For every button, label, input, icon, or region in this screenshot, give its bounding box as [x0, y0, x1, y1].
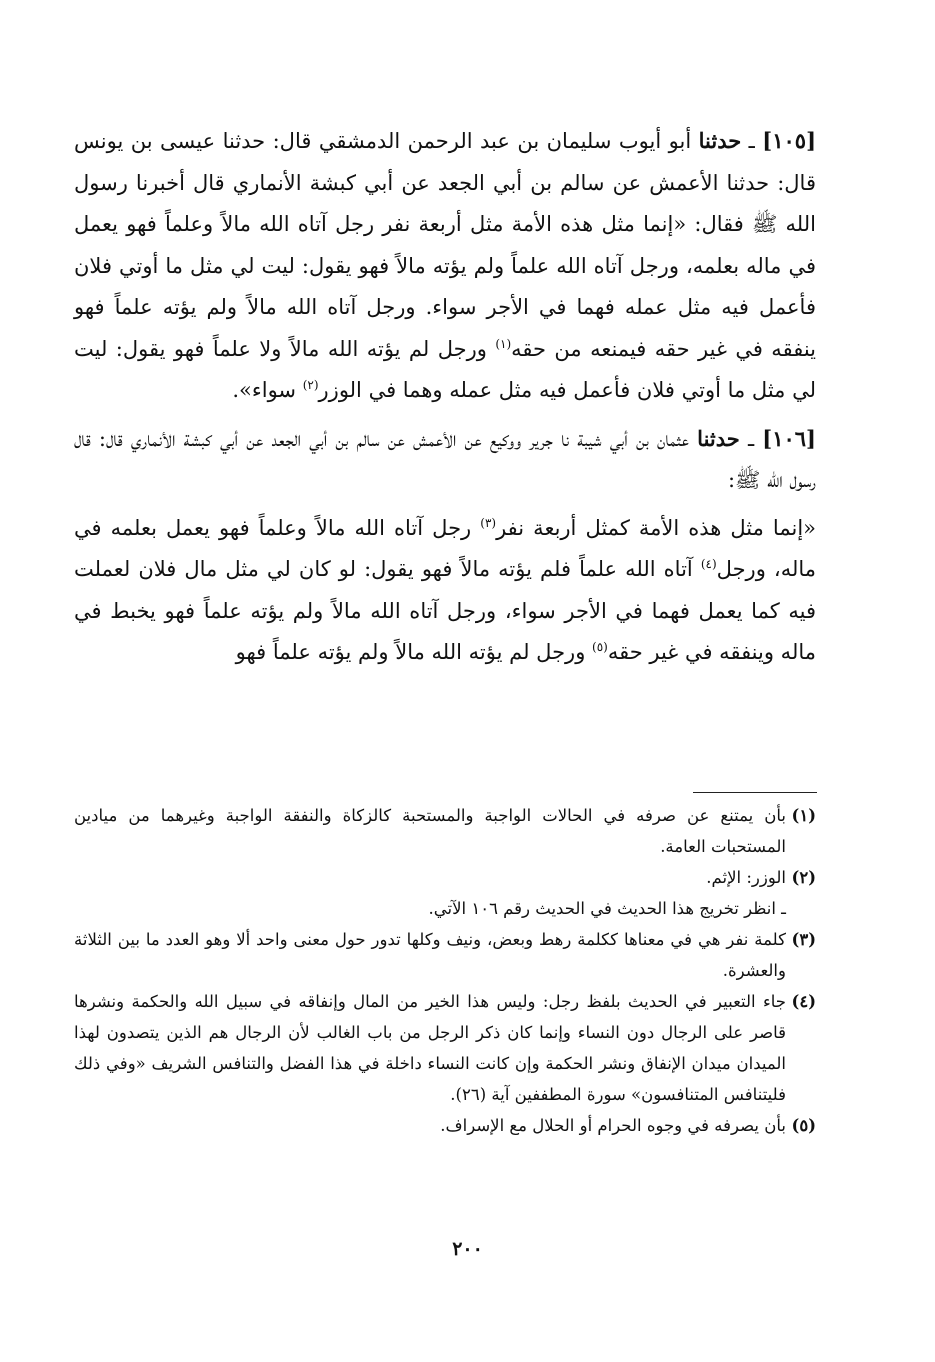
footnote-1 — [74, 800, 816, 862]
hadith-105-text-part-1: أبو أيوب سليمان بن عبد الرحمن الدمشقي قال: حدثنا عيسى بن يونس قال: حدثنا الأعمش عن سالم بن أبي الجعد عن أبي كبشة الأنماري قال أخبرنا رسول الله ﷺ فقال: «إنما مثل هذه الأمة مثل أربعة نفر رجل آتاه الله مالاً وعلماً فهو يعمل في ماله بعلمه، ورجل آتاه الله علماً ولم يؤته مالاً فهو يقول: ليت لي مثل ما أوتي فلان فأعمل فيه مثل عمله فهما في الأجر سواء. ورجل آتاه الله مالاً ولم يؤته علماً فهو ينفقه في غير حقه فيمنعه من حقه — [74, 129, 816, 361]
footnote-2-note-mark — [786, 893, 816, 924]
hadith-106-body-part-3: آتاه الله علماً فلم يؤته مالاً فهو يقول: لو كان لي مثل مال فلان لعملت فيه كما يعمل فهما في الأجر سواء، ورجل آتاه الله مالاً ولم يؤته علماً فهو يخبط في ماله وينفقه في غير حقه — [74, 557, 816, 664]
footnote-3-text: كلمة نفر هي في معناها ككلمة رهط وبعض، ونيف وكلها تدور حول معنى واحد ألا وهو العدد ما بين الثلاثة والعشرة. — [74, 930, 786, 980]
footnote-2-text: الوزر: الإثم. — [706, 868, 786, 887]
footnote-5-text: بأن يصرفه في وجوه الحرام أو الحلال مع الإسراف. — [440, 1116, 786, 1135]
footnote-ref-4[interactable]: (٤) — [700, 557, 717, 571]
hadith-105-number: [١٠٥] — [762, 128, 816, 153]
hadith-106-isnad: عثمان بن أبي شيبة نا جرير ووكيع عن الأعمش عن سالم بن أبي الجعد عن أبي كبشة الأنماري قال: قال رسول الله ﷺ: — [74, 426, 816, 492]
hadith-106-body-paragraph — [74, 508, 816, 674]
page-number: ٢٠٠ — [452, 1238, 483, 1260]
footnote-4-text: جاء التعبير في الحديث بلفظ رجل: وليس هذا الخير من المال وإنفاقه في سبيل الله والحكمة ونشرها قاصر على الرجال دون النساء وإنما كان ذكر الرجل من باب الغالب لأن الرجال هم الذين يتصدون لهذا الميدان ميدان الإنفاق ونشر الحكمة وإن كانت النساء داخلة في هذا الفضل والتنافس الشريف «وفي ذلك فليتنافس المتنافسون» سورة المطففين آية (٢٦). — [74, 992, 786, 1104]
hadith-106-number: [١٠٦] — [762, 425, 816, 451]
hadith-105-text-part-2: ورجل لم يؤته الله مالاً ولا علماً فهو يقول: ليت لي مثل ما أوتي فلان فأعمل فيه مثل عمله وهما في الوزر — [74, 336, 816, 402]
hadith-105-dash: ـ — [741, 129, 763, 153]
hadith-106-lead-word: حدثنا — [697, 425, 740, 451]
footnote-ref-1[interactable]: (١) — [495, 336, 512, 351]
main-text-block — [74, 120, 816, 674]
footnote-3 — [74, 924, 816, 986]
footnote-4 — [74, 986, 816, 1110]
footnote-5-mark: (٥) — [791, 1116, 816, 1135]
footnote-ref-2[interactable]: (٢) — [302, 378, 319, 392]
footnote-2-mark: (٢) — [791, 868, 816, 887]
footnotes-section — [74, 800, 816, 1141]
hadith-106-body-part-4: ورجل لم يؤته الله مالاً ولم يؤته علماً فهو — [235, 640, 593, 664]
footnote-2-note — [74, 893, 816, 924]
hadith-106-dash: ـ — [739, 426, 763, 451]
footnote-divider — [693, 792, 817, 793]
footnote-2-note-text: ـ انظر تخريج هذا الحديث في الحديث رقم ١٠٦ الآتي. — [428, 899, 786, 918]
footnote-2 — [74, 862, 816, 893]
hadith-106-body-part-2: رجل آتاه الله مالاً وعلماً فهو يعمل بعلمه في ماله، ورجل — [74, 515, 816, 581]
footnote-5 — [74, 1110, 816, 1141]
hadith-106-body-part-1: «إنما مثل هذه الأمة كمثل أربعة نفر — [496, 515, 816, 540]
hadith-106-paragraph — [74, 418, 816, 502]
hadith-105-paragraph — [74, 120, 816, 412]
footnote-4-mark: (٤) — [791, 992, 816, 1011]
footnote-1-text: بأن يمتنع عن صرفه في الحالات الواجبة والمستحبة كالزكاة والنفقة الواجبة وغيرهما من ميادين المستحبات العامة. — [74, 806, 786, 856]
hadith-105-lead-word: حدثنا — [698, 128, 742, 153]
footnote-3-mark: (٣) — [791, 930, 816, 949]
footnote-1-mark: (١) — [791, 806, 816, 825]
hadith-105-text-part-3: سواء». — [232, 378, 303, 402]
footnote-ref-5[interactable]: (٥) — [592, 640, 608, 654]
footnote-ref-3[interactable]: (٣) — [480, 515, 497, 530]
